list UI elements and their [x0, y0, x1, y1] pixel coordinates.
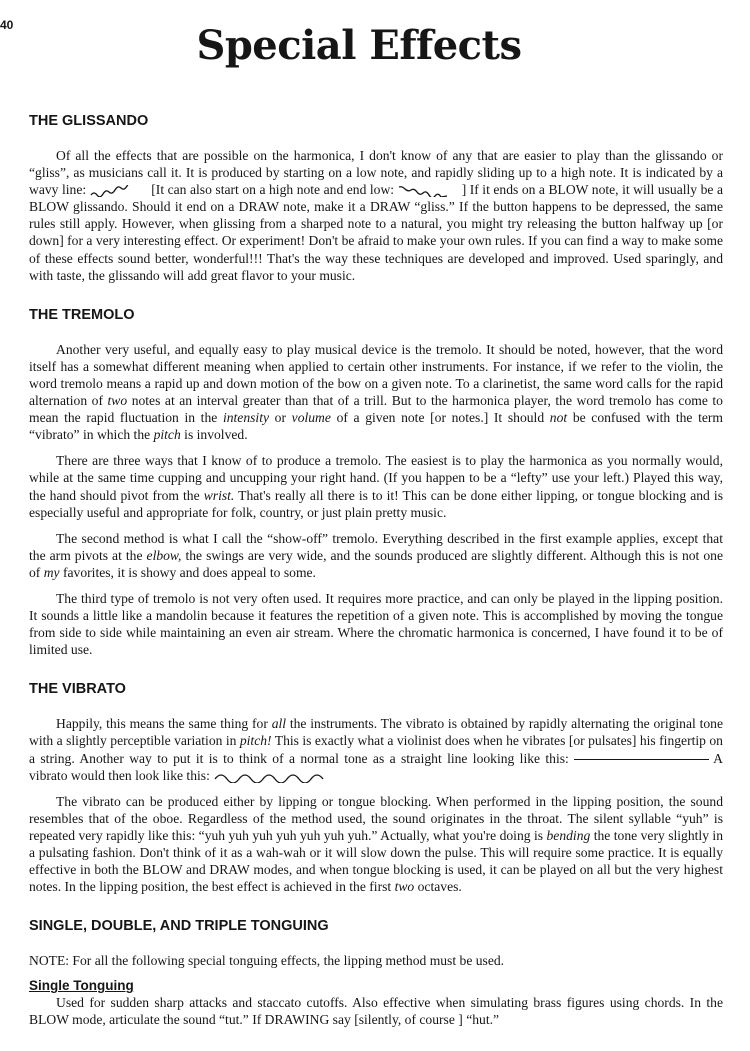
article-body [29, 112, 723, 1051]
wavy-line-descending-icon [398, 185, 448, 197]
paragraph-tremolo-3: The second method is what I call the “show-off” tremolo. Everything described in the first example applies, except that the arm pivots at the elbow, the swings are very wide, and the sounds produced are slightly different. Although this is not one of my favorites, it is showy and does appeal to some. [29, 530, 723, 580]
paragraph-tremolo-2: There are three ways that I know of to produce a tremolo. The easiest is to play the harmonica as you normally would, while at the same time cupping and uncupping your right hand. (If you happen to be a “lefty” use your left.) Played this way, the hand should pivot from the wrist. That's really all there is to it! This can be done either lipping, or tongue blocking and is especially useful and appropriate for folk, country, or just plain pretty music. [29, 453, 723, 520]
heading-vibrato: THE VIBRATO [29, 681, 126, 698]
paragraph-vibrato-2: The vibrato can be produced either by lipping or tongue blocking. When performed in the lipping position, the sound resembles that of the oboe. Regardless of the method used, the sound originates in the throat. The silent syllable “yuh” is repeated very rapidly like this: “yuh yuh yuh yuh yuh yuh yuh.” Actually, what you're doing is bending the tone very slightly in a pulsating fashion. Don't think of it as a wah-wah or it will slow down the pulse. This will require some practice. It is equally effective in both the BLOW and DRAW modes, and when tongue blocking is used, it can be played on all but the very highest notes. In the lipping position, the best effect is achieved in the first two octaves. [29, 793, 723, 895]
section-glissando [29, 112, 723, 284]
page-title: Special Effects [196, 22, 522, 69]
paragraph-glissando: Of all the effects that are possible on the harmonica, I don't know of any that are easier to play than the glissando or “gliss”, as musicians call it. It is produced by starting on a low note, and rapidly sliding up to a high note. It is indicated by a wavy line: [It can also start on a high note and end low: ] If it ends on a BLOW note, it will usually be a BLOW glissando. Should it end on a DRAW note, make it a DRAW “gliss.” If the button happens to be depressed, the same rules still apply. However, when glissing from a sharped note to a natural, you might try releasing the button halfway up [or down] for a very interesting effect. Or experiment! Don't be afraid to make your own rules. If you can find a way to make some of these effects sound better, wonderful!!! That's the way these techniques are developed and improved. Used sparingly, and with taste, the glissando will add great flavor to your music. [29, 148, 724, 283]
subheading-single-tonguing: Single Tonguing [29, 978, 134, 994]
section-vibrato [29, 680, 723, 895]
straight-line-example [574, 758, 709, 760]
section-tonguing [29, 917, 723, 1028]
section-tremolo [29, 306, 723, 659]
paragraph-vibrato-1: Happily, this means the same thing for all the instruments. The vibrato is obtained by rapidly alternating the original tone with a slightly perceptible variation in pitch! This is exactly what a violinist does when he vibrates [or pulsates] his fingertip on a string. Another way to put it is to think of a normal tone as a straight line looking like this: A vibrato would then look like this: [29, 716, 723, 783]
heading-tremolo: THE TREMOLO [29, 306, 135, 323]
paragraph-tremolo-1: Another very useful, and equally easy to play musical device is the tremolo. It should be noted, however, that the word itself has a somewhat different meaning when applied to certain other instruments. For instance, if we refer to the violin, the word tremolo means a rapid up and down motion of the bow on a given note. To a clarinetist, the same word calls for the rapid alternation of two notes at an interval greater than that of a trill. But to the harmonica player, the word tremolo has come to mean the rapid fluctuation in the intensity or volume of a given note [or notes.] It should not be confused with the term “vibrato” in which the pitch is involved. [29, 341, 723, 443]
paragraph-tremolo-4: The third type of tremolo is not very often used. It requires more practice, and can only be played in the lipping position. It sounds a little like a mandolin because it features the repetition of a given note. This is accomplished by moving the tongue from side to side while maintaining an even air stream. Where the chromatic harmonica is concerned, I have found it to be of limited use. [29, 590, 723, 658]
page-number: 40 [0, 18, 14, 32]
heading-tonguing: SINGLE, DOUBLE, AND TRIPLE TONGUING [29, 918, 329, 935]
wavy-line-vibrato-icon [213, 771, 331, 783]
heading-glissando: THE GLISSANDO [29, 113, 149, 129]
wavy-line-ascending-icon [90, 185, 134, 197]
paragraph-single-tonguing: Used for sudden sharp attacks and staccato cutoffs. Also effective when simulating brass figures using chords. In the BLOW mode, articulate the sound “tut.” If DRAWING say [silently, of course ] “hut.” [29, 995, 723, 1028]
tonguing-note: NOTE: For all the following special tonguing effects, the lipping method must be used. [29, 953, 505, 969]
